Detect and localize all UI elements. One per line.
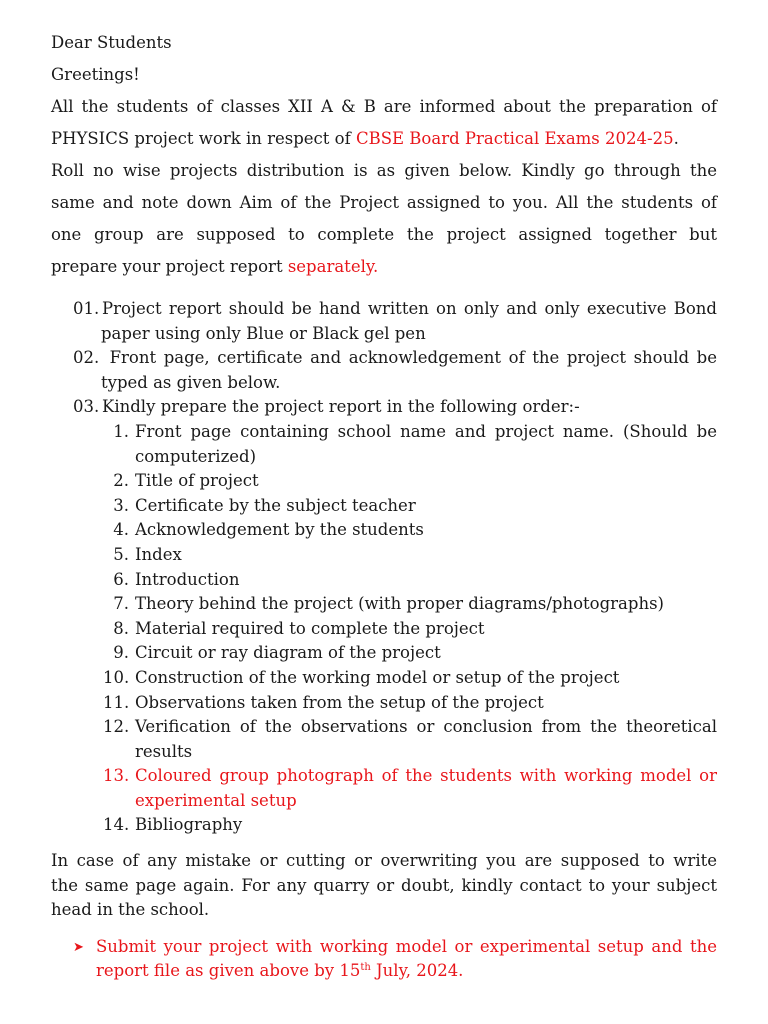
intro-line-2-text: PHYSICS project work in respect of: [51, 129, 356, 148]
item-text-continued: results: [135, 741, 193, 761]
item-number: 5.: [113, 544, 129, 564]
item-number: 10.: [103, 667, 130, 687]
intro-line-6: [51, 251, 717, 283]
rule-text-continued: typed as given below.: [101, 372, 281, 392]
item-number: 3.: [113, 495, 129, 515]
item-number: 14.: [103, 815, 130, 835]
item-text: Introduction: [135, 569, 240, 589]
intro-line-1: All the students of classes XII A & B are informed about the preparation of: [51, 97, 717, 116]
closing-line-2: the same page again. For any quarry or doubt, kindly contact to your subject: [51, 875, 717, 895]
closing-line-3: head in the school.: [51, 900, 210, 920]
intro-line-6-text: prepare your project report: [51, 257, 288, 276]
list-item: [51, 813, 717, 838]
submission-note: [51, 935, 717, 984]
list-item: [51, 568, 717, 593]
item-number: 6.: [113, 569, 129, 589]
item-text: Acknowledgement by the students: [135, 520, 424, 540]
arrow-bullet-icon: ➤: [73, 939, 84, 955]
rule-text: Kindly prepare the project report in the following order:-: [102, 397, 580, 417]
list-item: [51, 543, 717, 568]
list-item: [51, 617, 717, 642]
item-number: 12.: [103, 717, 130, 737]
submission-line-2-text: report file as given above by 15: [96, 961, 361, 981]
separately-highlight: separately.: [287, 257, 379, 276]
item-number: 13.: [103, 766, 130, 786]
intro-line-4: same and note down Aim of the Project assigned to you. All the students of: [51, 193, 717, 212]
list-item-highlighted: [51, 764, 717, 813]
list-item: [51, 420, 717, 469]
intro-line-5: one group are supposed to complete the project assigned together but: [51, 225, 717, 244]
submission-line-1: Submit your project with working model or experimental setup and the: [96, 936, 717, 956]
item-text: Theory behind the project (with proper diagrams/photographs): [135, 594, 664, 614]
rule-number: 01.: [73, 299, 100, 318]
item-text-continued: computerized): [135, 446, 257, 466]
item-number: 4.: [113, 520, 129, 540]
rules-list: [51, 297, 717, 838]
rule-number: 03.: [73, 397, 100, 417]
item-number: 1.: [113, 421, 129, 441]
report-order-list: [51, 420, 717, 838]
exam-name-highlight: CBSE Board Practical Exams 2024-25: [355, 129, 674, 148]
item-number: 7.: [113, 594, 129, 614]
intro-section: [51, 27, 717, 283]
rule-item: [51, 297, 717, 346]
item-text: Observations taken from the setup of the project: [135, 692, 544, 712]
item-number: 2.: [113, 471, 129, 491]
rule-text-continued: paper using only Blue or Black gel pen: [101, 323, 426, 343]
item-text: Title of project: [135, 471, 259, 491]
item-number: 9.: [113, 643, 129, 663]
item-number: 8.: [113, 618, 129, 638]
list-item: [51, 715, 717, 764]
list-item: [51, 518, 717, 543]
notice-document: [51, 27, 717, 984]
salutation: Dear Students: [51, 33, 172, 52]
greeting: Greetings!: [51, 65, 140, 84]
item-text: Material required to complete the project: [135, 618, 485, 638]
item-text-continued: experimental setup: [135, 790, 297, 810]
list-item: [51, 691, 717, 716]
list-item: [51, 666, 717, 691]
item-text: Construction of the working model or setup of the project: [135, 667, 620, 687]
item-text: Front page containing school name and project name. (Should be: [135, 421, 717, 441]
item-text: Index: [135, 544, 182, 564]
ordinal-suffix: th: [360, 962, 371, 974]
closing-line-1: In case of any mistake or cutting or overwriting you are supposed to write: [51, 851, 717, 871]
item-text: Circuit or ray diagram of the project: [135, 643, 441, 663]
list-item: [51, 592, 717, 617]
closing-paragraph: [51, 849, 717, 923]
item-number: 11.: [103, 692, 130, 712]
rule-item: [51, 346, 717, 395]
intro-line-3: Roll no wise projects distribution is as given below. Kindly go through the: [51, 161, 717, 180]
intro-line-2-end: .: [673, 129, 679, 148]
intro-line-2: [51, 123, 717, 155]
rule-text: Front page, certificate and acknowledgement of the project should be: [102, 348, 717, 368]
item-text: Coloured group photograph of the students with working model or: [135, 766, 717, 786]
list-item: [51, 469, 717, 494]
rule-text: Project report should be hand written on only and only executive Bond: [102, 299, 717, 318]
list-item: [51, 494, 717, 519]
submission-line-2: [96, 959, 717, 984]
rule-number: 02.: [73, 348, 100, 368]
rule-item: [51, 395, 717, 420]
item-text: Certificate by the subject teacher: [135, 495, 416, 515]
item-text: Verification of the observations or conclusion from the theoretical: [135, 717, 717, 737]
submission-date-end: July, 2024.: [370, 961, 464, 981]
item-text: Bibliography: [135, 815, 243, 835]
list-item: [51, 641, 717, 666]
